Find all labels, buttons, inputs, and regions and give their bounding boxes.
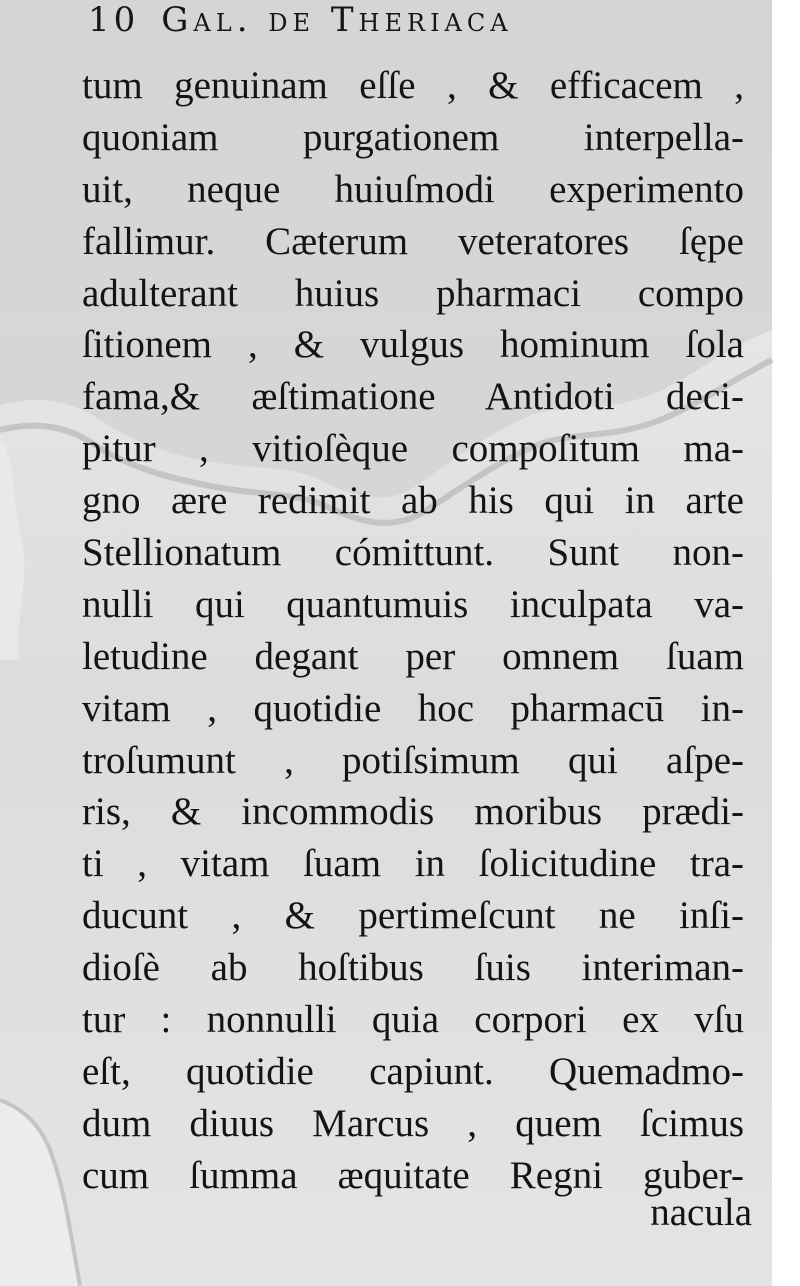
text-line: eſt, quotidie capiunt. Quemadmo- [82, 1049, 744, 1093]
text-line: pitur , vitioſèque compoſitum ma- [82, 427, 744, 471]
catchword: nacula [650, 1191, 752, 1234]
text-line: letudine degant per omnem ſuam [82, 634, 744, 678]
text-line: dum diuus Marcus , quem ſcimus [82, 1101, 744, 1145]
text-line: quoniam purgationem interpella- [82, 115, 744, 159]
text-line: ris, & incommodis moribus prædi- [82, 790, 744, 834]
page-number: 10 [88, 0, 140, 40]
body-text [82, 60, 744, 1202]
text-line: ducunt , & pertimeſcunt ne inſi- [82, 894, 744, 938]
text-line: cum ſumma æquitate Regni guber- [82, 1153, 744, 1197]
text-line: dioſè ab hoſtibus ſuis interiman- [82, 946, 744, 990]
text-line: adulterant huius pharmaci compo [82, 271, 744, 315]
text-line: troſumunt , potiſsimum qui aſpe- [82, 738, 744, 782]
text-line: Stellionatum cómittunt. Sunt non- [82, 531, 744, 575]
text-line: fama,& æſtimatione Antidoti deci- [82, 375, 744, 419]
running-title: Gal. de Theriaca [161, 0, 513, 40]
text-line: vitam , quotidie hoc pharmacū in- [82, 686, 744, 730]
text-line: fallimur. Cæterum veteratores ſępe [82, 219, 744, 263]
right-margin [772, 0, 800, 1286]
left-edge-wear [0, 440, 24, 660]
text-line: tum genuinam eſſe , & efficacem , [82, 64, 744, 107]
text-line: ti , vitam ſuam in ſolicitudine tra- [82, 842, 744, 886]
text-line: tur : nonnulli quia corpori ex vſu [82, 998, 744, 1042]
text-line: ſitionem , & vulgus hominum ſola [82, 323, 744, 367]
text-line: nulli qui quantumuis inculpata va- [82, 582, 744, 626]
text-line: uit, neque huiuſmodi experimento [82, 167, 744, 211]
running-header [88, 0, 513, 48]
text-line: gno ære redimit ab his qui in arte [82, 479, 744, 523]
